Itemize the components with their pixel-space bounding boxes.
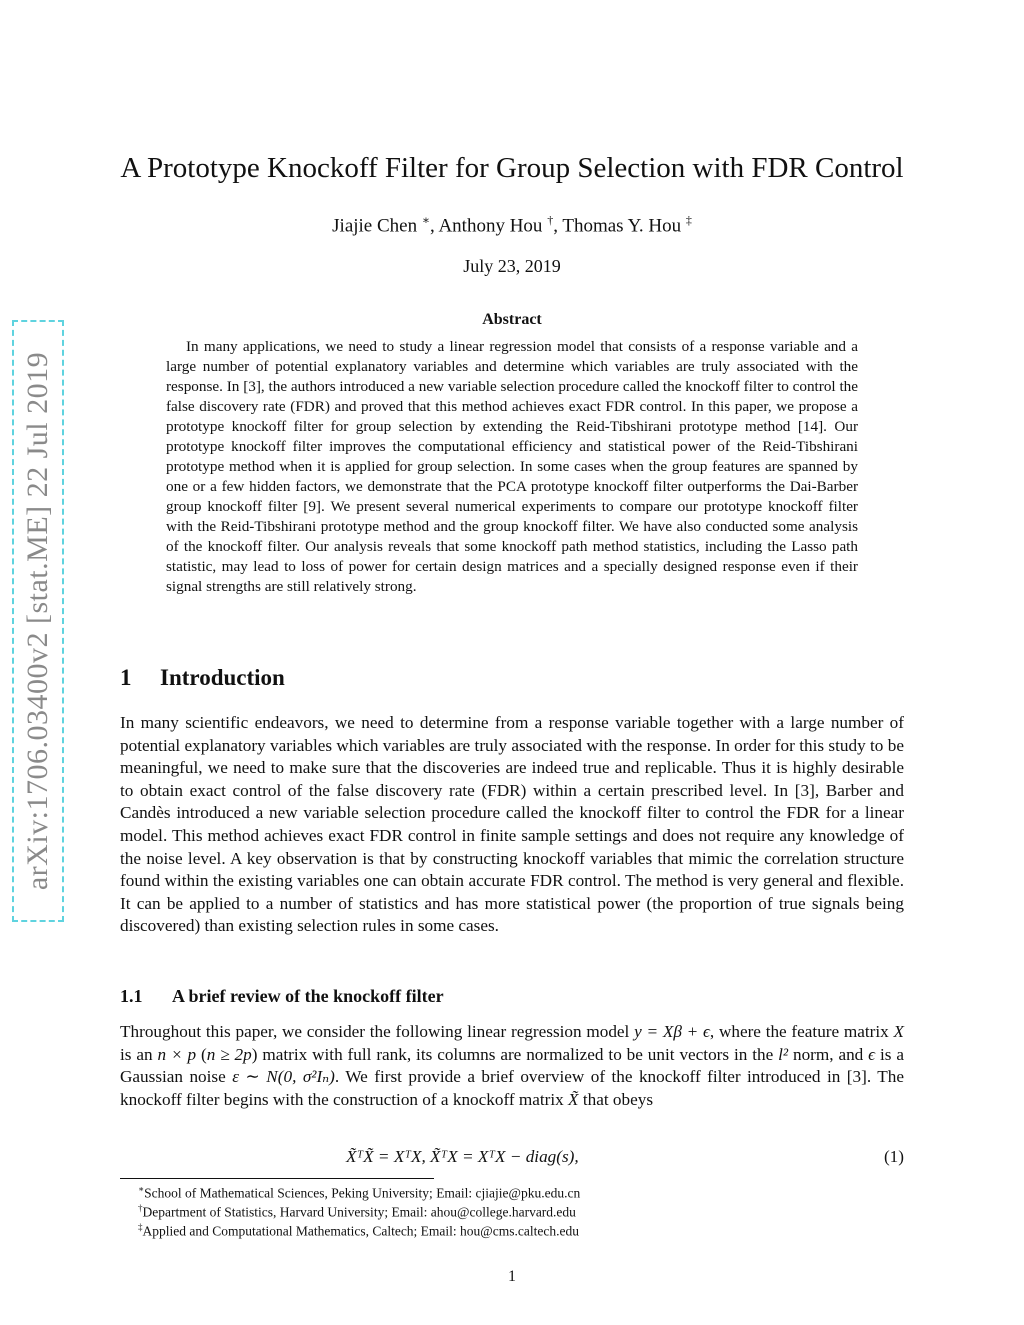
footnote bbox=[138, 1222, 579, 1240]
review-paragraph bbox=[120, 1021, 904, 1111]
section-title: Introduction bbox=[160, 665, 285, 690]
author-list: Jiajie Chen ∗, Anthony Hou †, Thomas Y. Hou ‡ bbox=[332, 213, 692, 237]
inline-math: X̃ bbox=[568, 1089, 579, 1109]
footnote-mark: ∗ bbox=[138, 1184, 145, 1194]
inline-math: y = Xβ + ϵ bbox=[634, 1022, 710, 1041]
subsection-number: 1.1 bbox=[120, 986, 143, 1006]
page-number: 1 bbox=[508, 1268, 516, 1285]
text-run: norm, and bbox=[788, 1044, 869, 1064]
text-run: Throughout this paper, we consider the following linear regression model bbox=[120, 1022, 635, 1041]
author-name: Jiajie Chen bbox=[332, 215, 418, 237]
inline-math: ϵ bbox=[868, 1044, 876, 1064]
footnote-mark: † bbox=[138, 1203, 143, 1213]
footnote bbox=[138, 1184, 580, 1202]
inline-math: n ≥ 2p bbox=[206, 1044, 252, 1064]
text-run: that obeys bbox=[578, 1089, 654, 1109]
footnote-text: Department of Statistics, Harvard University; Email: ahou@college.harvard.edu bbox=[142, 1204, 576, 1220]
author-name: Anthony Hou bbox=[438, 215, 543, 237]
section-number: 1 bbox=[120, 665, 132, 690]
arxiv-stamp-text: arXiv:1706.03400v2 [stat.ME] 22 Jul 2019 bbox=[21, 351, 54, 891]
author-mark: † bbox=[547, 213, 554, 227]
subsection-title: A brief review of the knockoff filter bbox=[172, 986, 444, 1006]
section-heading bbox=[120, 665, 285, 691]
author-mark: ∗ bbox=[421, 213, 430, 227]
inline-math: n × p bbox=[157, 1044, 197, 1064]
footnote bbox=[138, 1203, 576, 1221]
inline-math: l² bbox=[778, 1044, 789, 1064]
subsection-heading bbox=[120, 986, 444, 1007]
footnote-divider bbox=[120, 1178, 434, 1179]
equation-number: (1) bbox=[883, 1147, 904, 1166]
footnote-text: School of Mathematical Sciences, Peking University; Email: cjiajie@pku.edu.cn bbox=[144, 1185, 581, 1201]
inline-math: ε ∼ N(0, σ²Iₙ) bbox=[232, 1067, 335, 1087]
text-run: ) matrix with full rank, its columns are normalized to be unit vectors in the bbox=[251, 1044, 779, 1064]
paper-date: July 23, 2019 bbox=[463, 256, 561, 276]
author-mark: ‡ bbox=[685, 213, 692, 227]
text-run: ( bbox=[196, 1044, 207, 1064]
abstract-heading: Abstract bbox=[482, 311, 542, 328]
intro-paragraph: In many scientific endeavors, we need to determine from a response variable together with a large number of potential explanatory variables which variables are truly associated with the response. In order for this study to be meaningful, we need to make sure that the discoveries are indeed true and replicable. Thus it is highly desirable to obtain exact control of the false discovery rate (FDR) within a certain prescribed level. In [3], Barber and Candès introduced a new variable selection procedure called the knockoff filter to control the FDR for a linear model. This method achieves exact FDR control in finite sample settings and does not require any knowledge of the noise level. A key observation is that by constructing knockoff variables that mimic the correlation structure found within the existing variables one can obtain accurate FDR control. The method is very general and flexible. It can be applied to a number of statistics and has more statistical power (the proportion of true signals being discovered) than existing selection rules in some cases. bbox=[120, 713, 904, 936]
abstract-text: In many applications, we need to study a linear regression model that consists of a response variable and a large number of potential explanatory variables and determine which variables are truly associated with the response. In [3], the authors introduced a new variable selection procedure called the knockoff filter to control the false discovery rate (FDR) and proved that this method achieves exact FDR control. In this paper, we propose a prototype knockoff filter for group selection by extending the Reid-Tibshirani prototype method [14]. Our prototype knockoff filter improves the computational efficiency and statistical power of the Reid-Tibshirani prototype method when it is applied for group selection. In some cases when the group features are spanned by one or a few hidden factors, we demonstrate that the PCA prototype knockoff filter outperforms the Dai-Barber group knockoff filter [9]. We present several numerical experiments to compare our prototype knockoff filter with the Reid-Tibshirani prototype method and the group knockoff filter. We have also conducted some analysis of the knockoff filter. Our analysis reveals that some knockoff path method statistics, including the Lasso path statistic, may lead to loss of power for certain design matrices and a specially designed response even if their signal strengths are still relatively strong. bbox=[166, 338, 858, 595]
footnote-text: Applied and Computational Mathematics, Caltech; Email: hou@cms.caltech.edu bbox=[142, 1223, 579, 1239]
footnote-mark: ‡ bbox=[138, 1222, 143, 1232]
arxiv-stamp bbox=[12, 320, 64, 922]
text-run: is a Gaussian noise bbox=[120, 1044, 904, 1087]
paper-title: A Prototype Knockoff Filter for Group Selection with FDR Control bbox=[120, 152, 904, 184]
author-name: Thomas Y. Hou bbox=[562, 215, 682, 237]
text-run: , where the feature matrix bbox=[709, 1022, 894, 1041]
equation-body: X̃ᵀX̃ = XᵀX, X̃ᵀX = XᵀX − diag(s), bbox=[346, 1147, 579, 1166]
text-run: . We first provide a brief overview of the knockoff filter introduced in [3]. The knockoff filter begins with the construction of a knockoff matrix bbox=[120, 1067, 904, 1109]
text-run: is an bbox=[120, 1044, 158, 1064]
inline-math: X bbox=[893, 1022, 905, 1041]
